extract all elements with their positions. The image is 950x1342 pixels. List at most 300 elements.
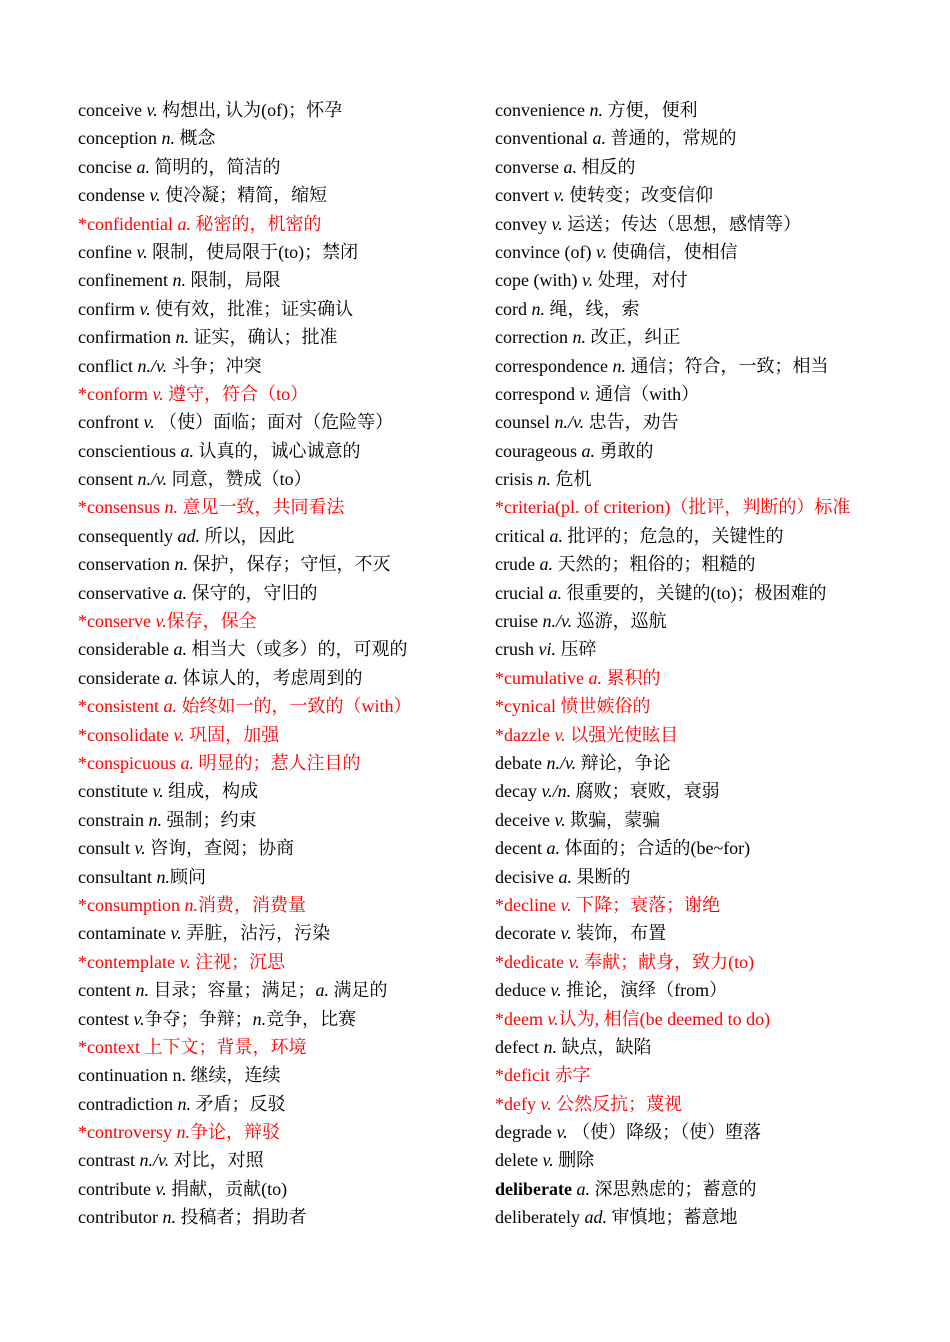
headword: contradiction — [78, 1093, 178, 1114]
definition-text: 体谅人的，考虑周到的 — [177, 667, 363, 688]
definition-text: 意见一致，共同看法 — [178, 497, 345, 518]
headword: crucial — [495, 582, 549, 603]
part-of-speech: v. — [551, 213, 563, 234]
headword: *cynical 愤世嫉俗的 — [495, 696, 651, 717]
part-of-speech: ad. — [177, 525, 200, 546]
definition-text: 明显的；惹人注目的 — [194, 752, 361, 773]
vocab-entry — [495, 692, 915, 720]
vocab-entry — [495, 635, 915, 663]
part-of-speech: n./v. — [546, 752, 577, 773]
headword: conflict — [78, 355, 138, 376]
headword: *consolidate — [78, 724, 174, 745]
headword: *context 上下文；背景，环境 — [78, 1036, 307, 1057]
part-of-speech: a. — [315, 980, 329, 1001]
part-of-speech: n. — [543, 1036, 557, 1057]
definition-text: 以强光使眩目 — [565, 724, 679, 745]
headword: degrade — [495, 1122, 557, 1143]
definition-text: 批评的；危急的，关键性的 — [562, 525, 784, 546]
part-of-speech: a. — [180, 752, 194, 773]
vocab-entry — [495, 1118, 915, 1146]
part-of-speech: v. — [579, 383, 591, 404]
vocab-entry — [495, 153, 915, 181]
vocab-entry — [78, 181, 483, 209]
part-of-speech: v. — [179, 951, 191, 972]
definition-text: 使有效，批准；证实确认 — [150, 298, 354, 319]
part-of-speech: v. — [152, 781, 164, 802]
part-of-speech: n. — [537, 469, 551, 490]
vocab-entry — [495, 238, 915, 266]
part-of-speech: n. — [172, 270, 186, 291]
vocab-entry — [495, 607, 915, 635]
headword: consult — [78, 838, 135, 859]
part-of-speech: a. — [588, 667, 602, 688]
vocab-entry — [495, 124, 915, 152]
part-of-speech: n. — [572, 327, 586, 348]
definition-text: 果断的 — [571, 866, 631, 887]
vocab-entry — [78, 96, 483, 124]
part-of-speech: v. — [560, 923, 572, 944]
part-of-speech: a. — [581, 440, 595, 461]
part-of-speech: v. — [155, 611, 167, 632]
definition-text: 简明的，简洁的 — [149, 156, 281, 177]
part-of-speech: n./v. — [139, 1150, 170, 1171]
headword: *deficit 赤字 — [495, 1065, 591, 1086]
vocab-entry — [495, 181, 915, 209]
vocab-entry — [495, 550, 915, 578]
vocab-entry — [495, 352, 915, 380]
part-of-speech: n./v. — [137, 469, 168, 490]
vocab-entry — [78, 550, 483, 578]
headword: conceive — [78, 100, 147, 120]
vocab-entry — [495, 295, 915, 323]
headword: *dedicate — [495, 951, 569, 972]
headword: confine — [78, 241, 137, 262]
vocab-entry — [78, 380, 483, 408]
vocab-entry — [495, 1033, 915, 1061]
definition-text: 审慎地；蓄意地 — [606, 1207, 738, 1228]
definition-text: 投稿者；捐助者 — [175, 1207, 307, 1228]
headword: convince (of) — [495, 241, 596, 262]
right-column — [495, 96, 915, 1232]
headword: correction — [495, 327, 573, 348]
vocab-entry — [78, 635, 483, 663]
headword: decent — [495, 838, 547, 859]
headword: cruise — [495, 611, 543, 632]
vocab-entry — [78, 210, 483, 238]
vocab-entry — [78, 806, 483, 834]
headword: convenience — [495, 100, 590, 120]
vocab-entry — [78, 465, 483, 493]
headword: considerate — [78, 667, 165, 688]
vocab-entry — [495, 380, 915, 408]
part-of-speech: v. — [554, 724, 566, 745]
definition-text: 缺点，缺陷 — [556, 1036, 652, 1057]
vocab-entry — [78, 295, 483, 323]
part-of-speech: a. — [592, 128, 606, 149]
part-of-speech: a. — [563, 156, 577, 177]
definition-text: 使转变；改变信仰 — [564, 185, 714, 206]
vocab-entry — [495, 96, 915, 124]
headword: *controversy — [78, 1122, 177, 1143]
vocab-entry — [78, 948, 483, 976]
vocab-entry — [78, 124, 483, 152]
headword: deliberate — [495, 1178, 572, 1199]
definition-text: 弄脏，沾污，污染 — [181, 923, 331, 944]
headword: crude — [495, 554, 540, 575]
part-of-speech: a. — [546, 838, 560, 859]
part-of-speech: v. — [149, 185, 161, 206]
headword: *dazzle — [495, 724, 555, 745]
vocab-entry — [78, 919, 483, 947]
definition-text: 始终如一的，一致的（with） — [177, 696, 412, 717]
headword: *conform — [78, 383, 153, 404]
part-of-speech: a. — [177, 213, 191, 234]
definition-text: 巡游，巡航 — [572, 611, 667, 632]
part-of-speech: n. — [161, 128, 175, 149]
part-of-speech: v. — [540, 1093, 552, 1114]
vocab-entry — [78, 579, 483, 607]
headword: decorate — [495, 923, 561, 944]
part-of-speech: v. — [550, 980, 562, 1001]
part-of-speech: v. — [556, 1122, 568, 1143]
definition-text: 遵守，符合（to） — [163, 383, 309, 404]
vocab-entry — [495, 1090, 915, 1118]
definition-text: 顾问 — [170, 866, 206, 887]
definition-text: 消费，消费量 — [198, 894, 306, 915]
part-of-speech: a. — [180, 440, 194, 461]
headword: *consensus — [78, 497, 165, 518]
headword: contaminate — [78, 923, 171, 944]
vocab-entry — [78, 1146, 483, 1174]
part-of-speech: v. — [136, 241, 148, 262]
left-column — [78, 96, 483, 1232]
vocab-entry — [78, 721, 483, 749]
headword: deduce — [495, 980, 551, 1001]
part-of-speech: a. — [163, 696, 177, 717]
headword: *deem — [495, 1008, 548, 1029]
vocab-entry — [495, 1203, 915, 1231]
headword: courageous — [495, 440, 582, 461]
vocab-entry — [495, 1005, 915, 1033]
part-of-speech: v. — [568, 951, 580, 972]
definition-text: 目录；容量；满足； — [148, 980, 316, 1001]
headword: delete — [495, 1150, 543, 1171]
part-of-speech: n./v. — [554, 412, 585, 433]
vocab-entry — [495, 437, 915, 465]
part-of-speech: n. — [612, 355, 626, 376]
headword: *consumption — [78, 894, 185, 915]
part-of-speech: v. — [152, 383, 164, 404]
definition-text: 体面的；合适的(be~for) — [559, 838, 751, 859]
vocab-entry — [495, 834, 915, 862]
part-of-speech: v. — [143, 412, 155, 433]
headword: *criteria(pl. of criterion)（批评，判断的）标准 — [495, 497, 851, 518]
headword: considerable — [78, 639, 174, 660]
headword: cord — [495, 298, 532, 319]
part-of-speech: n. — [589, 100, 603, 120]
headword: consequently — [78, 525, 178, 546]
definition-text: 公然反抗；蔑视 — [551, 1093, 683, 1114]
part-of-speech: v. — [542, 1150, 554, 1171]
part-of-speech: n. — [162, 1207, 176, 1228]
vocab-entry — [78, 664, 483, 692]
vocab-entry — [78, 976, 483, 1004]
headword: *cumulative — [495, 667, 589, 688]
definition-text: 对比，对照 — [169, 1150, 264, 1171]
part-of-speech: v. — [146, 100, 158, 120]
headword: crisis — [495, 469, 538, 490]
headword: converse — [495, 156, 564, 177]
definition-text: 概念 — [174, 128, 216, 149]
vocab-entry — [78, 863, 483, 891]
definition-text: 限制，使局限于(to)；禁闭 — [147, 241, 359, 262]
definition-text: 使确信，使相信 — [607, 241, 738, 262]
part-of-speech: v. — [134, 838, 146, 859]
definition-text: 巩固，加强 — [184, 724, 280, 745]
vocab-entry — [495, 1061, 915, 1089]
headword: contributor — [78, 1207, 163, 1228]
vocab-entry — [78, 1005, 483, 1033]
part-of-speech: v./n. — [541, 781, 572, 802]
definition-text: 认真的，诚心诚意的 — [193, 440, 361, 461]
vocab-entry — [495, 919, 915, 947]
vocab-entry — [495, 721, 915, 749]
definition-text: 矛盾；反驳 — [190, 1093, 286, 1114]
definition-text: 奉献；献身，致力(to) — [579, 951, 755, 972]
headword: conscientious — [78, 440, 181, 461]
headword: consent — [78, 469, 138, 490]
part-of-speech: n. — [252, 1008, 267, 1029]
headword: constrain — [78, 809, 149, 830]
part-of-speech: a. — [558, 866, 572, 887]
headword: deliberately — [495, 1207, 585, 1228]
headword: convey — [495, 213, 552, 234]
headword: *defy — [495, 1093, 541, 1114]
part-of-speech: a. — [549, 525, 563, 546]
part-of-speech: n. — [174, 554, 188, 575]
vocab-entry — [495, 323, 915, 351]
vocab-entry — [78, 153, 483, 181]
part-of-speech: a. — [576, 1178, 590, 1199]
headword: confront — [78, 412, 144, 433]
vocab-entry — [78, 1090, 483, 1118]
headword: correspond — [495, 383, 580, 404]
headword: cope (with) — [495, 270, 582, 291]
vocab-entry — [495, 777, 915, 805]
definition-text: 方便，便利 — [602, 100, 698, 120]
headword: conventional — [495, 128, 593, 149]
definition-text: 认为, 相信(be deemed to do) — [558, 1008, 771, 1029]
headword: decisive — [495, 866, 559, 887]
vocab-entry — [78, 891, 483, 919]
vocab-entry — [78, 834, 483, 862]
headword: confirmation — [78, 327, 176, 348]
vocab-entry — [495, 266, 915, 294]
definition-text: 相当大（或多）的，可观的 — [186, 639, 408, 660]
part-of-speech: v. — [581, 270, 594, 291]
headword: debate — [495, 752, 547, 773]
definition-text: 天然的；粗俗的；粗糙的 — [552, 554, 756, 575]
vocab-entry — [78, 692, 483, 720]
part-of-speech: n. — [175, 327, 189, 348]
part-of-speech: ad. — [584, 1207, 607, 1228]
definition-text: 删除 — [553, 1150, 595, 1171]
definition-text: 装饰，布置 — [571, 923, 667, 944]
part-of-speech: n. — [176, 1122, 190, 1143]
headword: contribute — [78, 1178, 156, 1199]
part-of-speech: v. — [595, 241, 608, 262]
headword: confinement — [78, 270, 173, 291]
headword: critical — [495, 525, 550, 546]
headword: contest — [78, 1008, 134, 1029]
headword: continuation n. 继续，连续 — [78, 1065, 281, 1086]
vocab-entry — [495, 976, 915, 1004]
part-of-speech: v. — [554, 809, 566, 830]
headword: concise — [78, 156, 137, 177]
definition-text: 绳，线，索 — [544, 298, 640, 319]
definition-text: 限制，局限 — [185, 270, 281, 291]
part-of-speech: n. — [156, 866, 170, 887]
vocab-entry — [495, 948, 915, 976]
definition-text: 秘密的，机密的 — [190, 213, 322, 234]
definition-text: 满足的 — [328, 980, 388, 1001]
vocab-entry — [78, 408, 483, 436]
definition-text: 欺骗，蒙骗 — [565, 809, 661, 830]
definition-text: 忠告，劝告 — [584, 412, 679, 433]
headword: conception — [78, 128, 162, 149]
vocab-entry — [495, 1175, 915, 1203]
definition-text: 通信（with） — [590, 383, 700, 404]
headword: correspondence — [495, 355, 613, 376]
vocab-entry — [78, 323, 483, 351]
vocab-entry — [78, 1203, 483, 1231]
headword: *contemplate — [78, 951, 180, 972]
definition-text: 竞争，比赛 — [266, 1008, 357, 1029]
headword: crush — [495, 639, 539, 660]
part-of-speech: n. — [177, 1093, 191, 1114]
vocab-entry — [78, 266, 483, 294]
vocab-entry — [495, 579, 915, 607]
headword: contrast — [78, 1150, 140, 1171]
vocab-entry — [78, 607, 483, 635]
definition-text: 强制；约束 — [161, 809, 257, 830]
definition-text: 争论，辩驳 — [189, 1122, 280, 1143]
definition-text: 保存，保全 — [166, 611, 257, 632]
headword: conservation — [78, 554, 175, 575]
vocab-entry — [78, 1175, 483, 1203]
part-of-speech: vi. — [538, 639, 556, 660]
definition-text: 捐献，贡献(to) — [166, 1178, 288, 1199]
definition-text: （使）面临；面对（危险等） — [154, 412, 394, 433]
definition-text: 辩论，争论 — [576, 752, 671, 773]
part-of-speech: n. — [164, 497, 178, 518]
vocab-entry — [78, 437, 483, 465]
vocab-entry — [78, 777, 483, 805]
vocab-entry — [78, 749, 483, 777]
headword: *decline — [495, 894, 561, 915]
definition-text: 构想出, 认为(of)；怀孕 — [157, 100, 343, 120]
definition-text: 处理，对付 — [593, 270, 688, 291]
definition-text: 使冷凝；精简，缩短 — [160, 185, 328, 206]
part-of-speech: a. — [164, 667, 178, 688]
part-of-speech: v. — [173, 724, 185, 745]
vocab-entry — [495, 522, 915, 550]
headword: deceive — [495, 809, 555, 830]
headword: *consistent — [78, 696, 164, 717]
definition-text: 深思熟虑的；蓄意的 — [589, 1178, 757, 1199]
part-of-speech: v. — [133, 1008, 145, 1029]
vocab-entry — [495, 408, 915, 436]
definition-text: 咨询，查阅；协商 — [145, 838, 295, 859]
part-of-speech: n./v. — [137, 355, 168, 376]
part-of-speech: a. — [539, 554, 553, 575]
definition-text: 下降；衰落；谢绝 — [571, 894, 721, 915]
part-of-speech: v. — [155, 1178, 167, 1199]
part-of-speech: n./v. — [542, 611, 573, 632]
vocab-entry — [78, 493, 483, 521]
vocab-entry — [495, 806, 915, 834]
definition-text: 普通的，常规的 — [605, 128, 737, 149]
headword: condense — [78, 185, 150, 206]
definition-text: 累积的 — [601, 667, 661, 688]
part-of-speech: v. — [553, 185, 565, 206]
vocab-entry — [78, 1118, 483, 1146]
vocab-entry — [78, 1061, 483, 1089]
headword: convert — [495, 185, 554, 206]
definition-text: （使）降级；（使）堕落 — [567, 1122, 762, 1143]
vocab-entry — [495, 1146, 915, 1174]
vocab-entry — [495, 891, 915, 919]
vocab-entry — [495, 863, 915, 891]
part-of-speech: n. — [135, 980, 149, 1001]
definition-text: 斗争；冲突 — [167, 355, 262, 376]
definition-text: 很重要的，关键的(to)；极困难的 — [561, 582, 827, 603]
definition-text: 改正，纠正 — [585, 327, 681, 348]
definition-text: 证实，确认；批准 — [188, 327, 338, 348]
definition-text: 保守的，守旧的 — [186, 582, 318, 603]
vocab-entry — [495, 664, 915, 692]
part-of-speech: a. — [548, 582, 562, 603]
headword: *conserve — [78, 611, 156, 632]
part-of-speech: a. — [136, 156, 150, 177]
definition-text: 相反的 — [576, 156, 636, 177]
definition-text: 推论，演绎（from） — [561, 980, 728, 1001]
definition-text: 腐败；衰败，衰弱 — [571, 781, 720, 802]
headword: consultant — [78, 866, 157, 887]
part-of-speech: v. — [547, 1008, 559, 1029]
vocab-entry — [495, 749, 915, 777]
headword: counsel — [495, 412, 555, 433]
definition-text: 运送；传达（思想，感情等） — [562, 213, 802, 234]
vocab-entry — [495, 210, 915, 238]
part-of-speech: v. — [560, 894, 572, 915]
definition-text: 注视；沉思 — [190, 951, 286, 972]
headword: *confidential — [78, 213, 178, 234]
definition-text: 通信；符合，一致；相当 — [625, 355, 829, 376]
vocab-entry — [78, 352, 483, 380]
part-of-speech: n. — [531, 298, 545, 319]
part-of-speech: v. — [139, 298, 151, 319]
part-of-speech: v. — [170, 923, 182, 944]
vocab-entry — [495, 493, 915, 521]
headword: conservative — [78, 582, 174, 603]
definition-text: 同意，赞成（to） — [167, 469, 312, 490]
headword: decay — [495, 781, 542, 802]
vocab-entry — [78, 1033, 483, 1061]
definition-text: 保护，保存；守恒，不灭 — [187, 554, 391, 575]
headword: defect — [495, 1036, 544, 1057]
headword: *conspicuous — [78, 752, 181, 773]
